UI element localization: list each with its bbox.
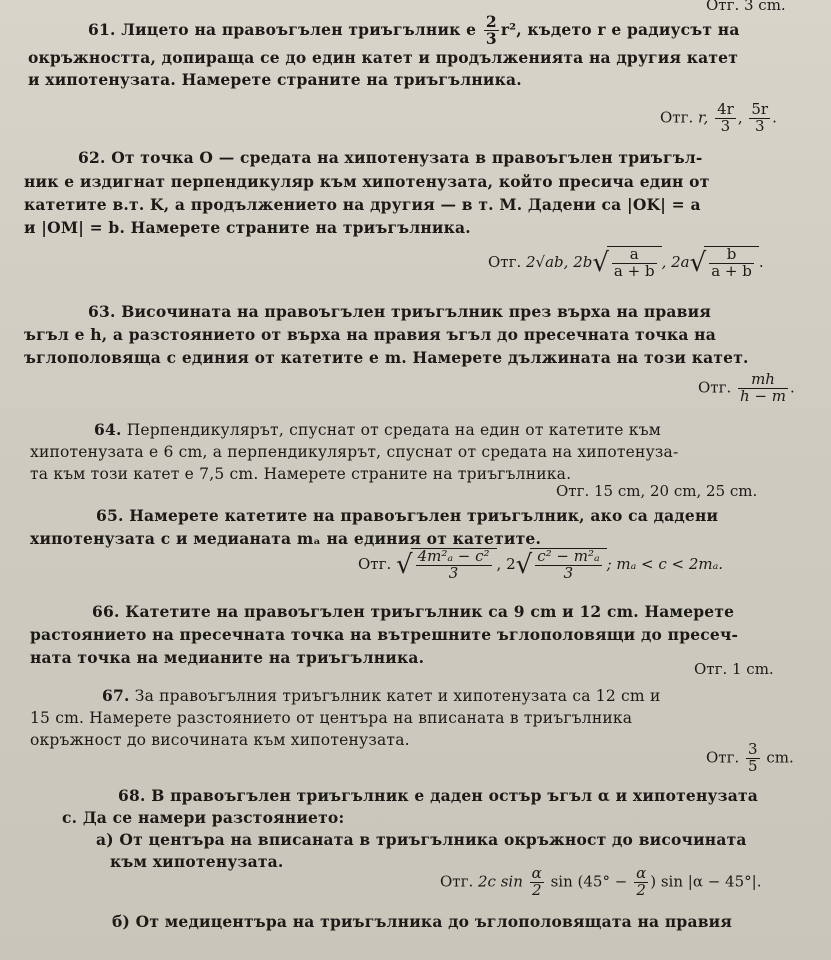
problem-61-line-1: 61. Лицето на правоъгълен триъгълник е $\frac{2}{3}$ r², където r е радиусът на [88,12,740,49]
problem-66-line-1: 66. Катетите на правоъгълен триъгълник са 9 cm и 12 cm. Намерете [92,602,735,621]
answer-60: Отг. 3 cm. [706,0,786,14]
answer-66: Отг. 1 cm. [694,660,774,678]
problem-64-line-2: хипотенузата е 6 cm, а перпендикулярът, спуснат от средата на хипотенуза- [30,443,679,461]
problem-68-line-3: а) От центъра на вписаната в триъгълника окръжност до височината [96,830,747,849]
problem-66-line-3: ната точка на медианите на триъгълника. [30,648,425,667]
problem-67-line-2: 15 cm. Намерете разстоянието от центъра на вписаната в триъгълника [30,709,633,727]
problem-63-line-1: 63. Височината на правоъгълен триъгълник през върха на правия [88,302,711,321]
problem-64-line-3: та към този катет е 7,5 cm. Намерете страните на триъгълника. [30,465,572,483]
answer-63: Отг. $\frac{mh}{h - m}$ . [698,370,795,405]
problem-62-line-1: 62. От точка O — средата на хипотенузата в правоъгълен триъгъл- [78,148,703,167]
problem-61-line-2: окръжността, допираща се до един катет и продълженията на другия катет [28,48,739,67]
problem-63-line-3: ъглополовяща с единия от катетите е m. Намерете дължината на този катет. [24,348,749,367]
problem-65-line-1: 65. Намерете катетите на правоъгълен триъгълник, ако са дадени [96,506,719,525]
problem-68-line-2: c. Да се намери разстоянието: [62,808,345,827]
answer-65: Отг. √ $\frac{\text{4m²ₐ − c²}}{3}$ , 2√ $\frac{\text{c² − m²ₐ}}{3}$ ; mₐ < c < 2mₐ. [358,547,724,582]
answer-62: Отг. 2√ab, 2b√ $\frac{a}{a + b}$ , 2a√ $\frac{b}{a + b}$ . [488,245,764,280]
problem-61-line-3: и хипотенузата. Намерете страните на триъгълника. [28,70,522,89]
problem-67-line-1: 67. За правоъгълния триъгълник катет и хипотенузата са 12 cm и [102,686,661,705]
problem-66-line-2: растоянието на пресечната точка на вътрешните ъглополовящи до пресеч- [30,625,739,644]
problem-63-line-2: ъгъл е h, а разстоянието от върха на правия ъгъл до пресечната точка на [24,325,716,344]
problem-67-line-3: окръжност до височината към хипотенузата. [30,731,410,749]
answer-61: Отг. r, $\frac{4r}{3}$ , $\frac{5r}{3}$ . [660,100,777,135]
problem-64-line-1: 64. Перпендикулярът, спуснат от средата на един от катетите към [94,420,662,439]
problem-68-line-1: 68. В правоъгълен триъгълник е даден остър ъгъл α и хипотенузата [118,786,759,805]
problem-68-line-4: към хипотенузата. [110,852,284,871]
answer-67: Отг. $\frac{3}{5}$ cm. [706,740,794,775]
answer-64: Отг. 15 cm, 20 cm, 25 cm. [556,482,758,500]
problem-62-line-2: ник е издигнат перпендикуляр към хипотенузата, който пресича един от [24,172,710,191]
problem-62-line-3: катетите в.т. K, а продължението на другия — в т. M. Дадени са |OK| = a [24,195,701,214]
answer-68a: Отг. 2c sin $\frac{\alpha}{2}$ sin (45° − $\frac{\alpha}{2}$ ) sin |α − 45°|. [440,864,762,899]
problem-68b-line: б) От медицентъра на триъгълника до ъглополовящата на правия [112,912,733,931]
problem-65-line-2: хипотенузата c и медианата mₐ на единия от катетите. [30,529,542,548]
problem-62-line-4: и |OM| = b. Намерете страните на триъгълника. [24,218,471,237]
